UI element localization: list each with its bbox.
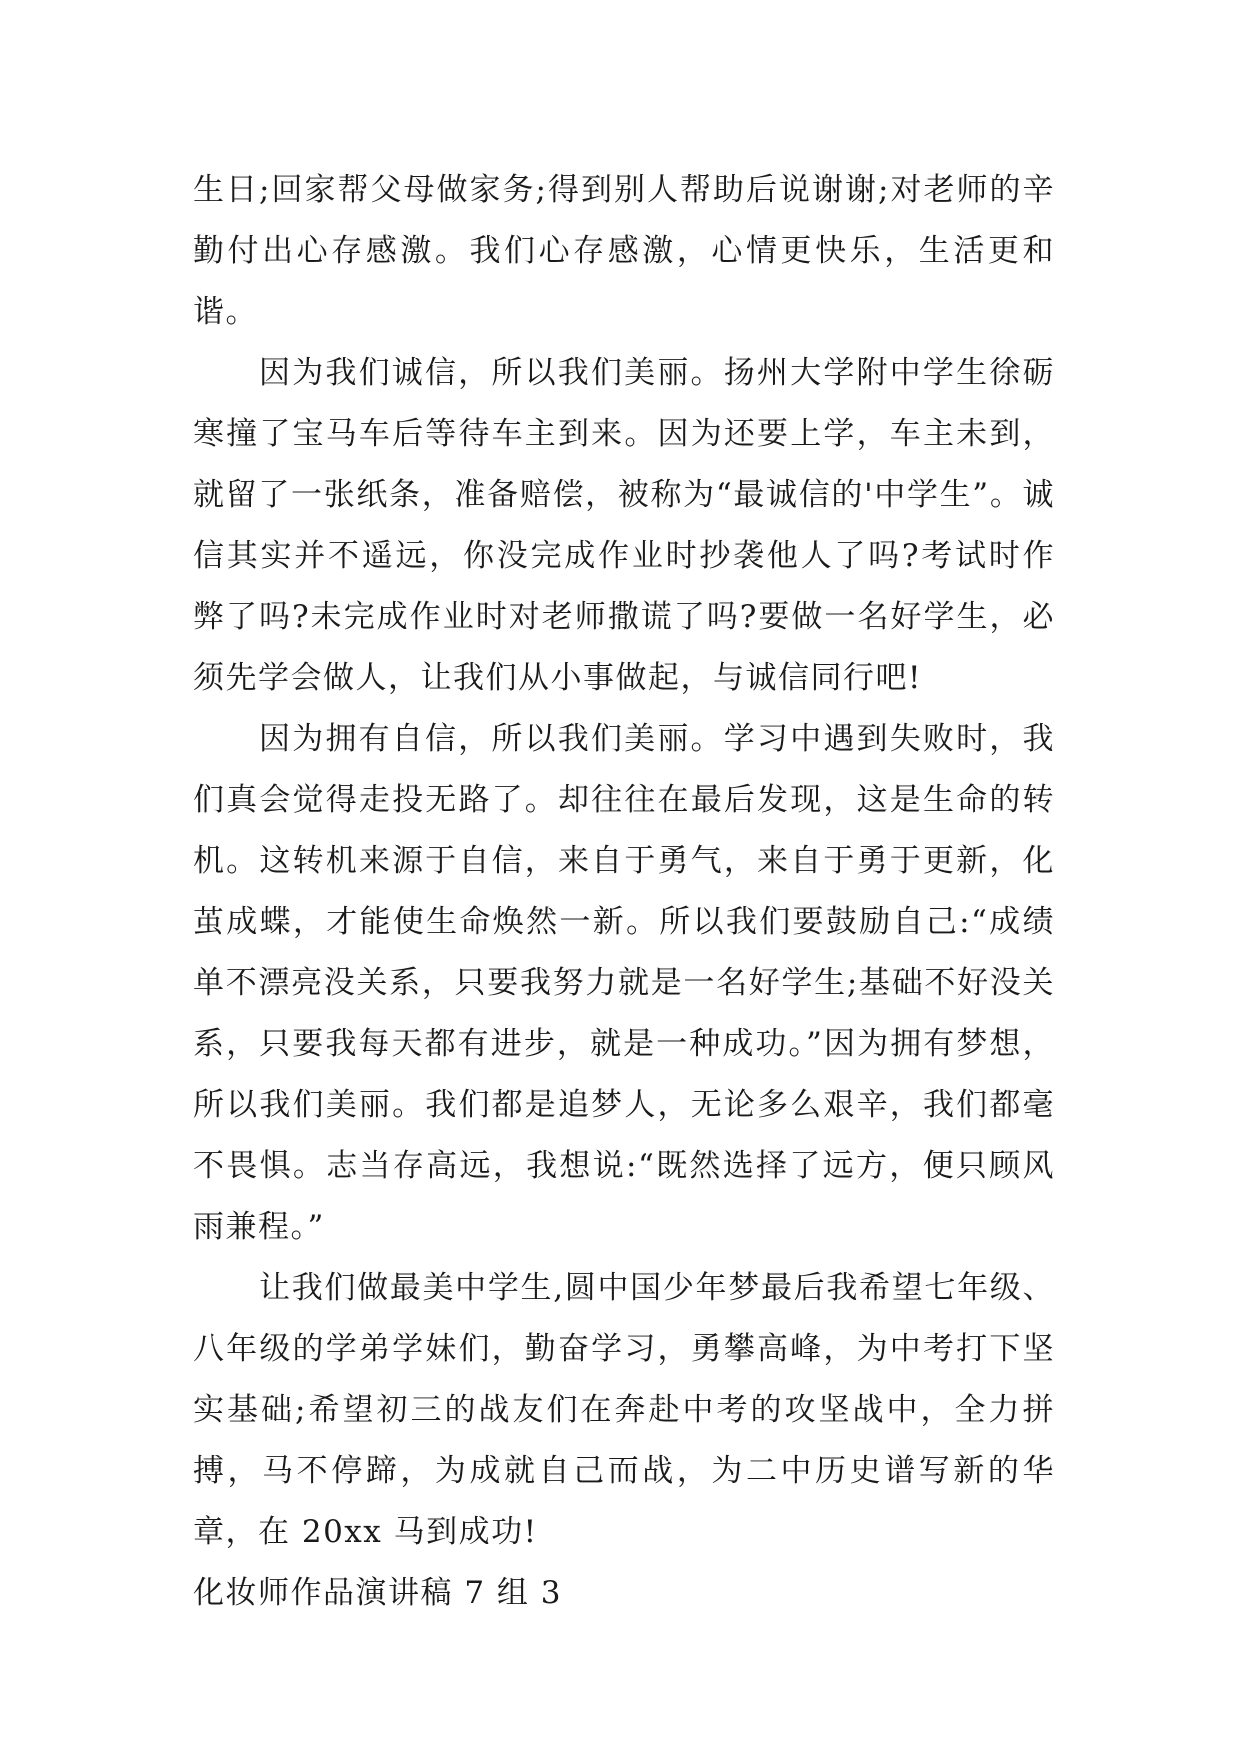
document-page [193, 160, 1055, 1624]
paragraph-honesty: 因为我们诚信，所以我们美丽。扬州大学附中学生徐砺寒撞了宝马车后等待车主到来。因为还要上学，车主未到，就留了一张纸条，准备赔偿，被称为“最诚信的'中学生”。诚信其实并不遥远，你没完成作业时抄袭他人了吗?考试时作弊了吗?未完成作业时对老师撒谎了吗?要做一名好学生，必须先学会做人，让我们从小事做起，与诚信同行吧! [193, 355, 1055, 696]
paragraph-closing: 让我们做最美中学生,圆中国少年梦最后我希望七年级、八年级的学弟学妹们，勤奋学习，勇攀高峰，为中考打下坚实基础;希望初三的战友们在奔赴中考的攻坚战中，全力拼搏，马不停蹄，为成就自己而战，为二中历史谱写新的华章，在 20xx 马到成功! [193, 1270, 1055, 1550]
paragraph-gratitude-ending: 生日;回家帮父母做家务;得到别人帮助后说谢谢;对老师的辛勤付出心存感激。我们心存感激，心情更快乐，生活更和谐。 [193, 172, 1055, 330]
paragraph-confidence-dreams: 因为拥有自信，所以我们美丽。学习中遇到失败时，我们真会觉得走投无路了。却往往在最后发现，这是生命的转机。这转机来源于自信，来自于勇气，来自于勇于更新，化茧成蝶，才能使生命焕然一新。所以我们要鼓励自己:“成绩单不漂亮没关系，只要我努力就是一名好学生;基础不好没关系，只要我每天都有进步，就是一种成功。”因为拥有梦想，所以我们美丽。我们都是追梦人，无论多么艰辛，我们都毫不畏惧。志当存高远，我想说:“既然选择了远方，便只顾风雨兼程。” [193, 721, 1055, 1245]
next-speech-title: 化妆师作品演讲稿 7 组 3 [193, 1575, 563, 1611]
